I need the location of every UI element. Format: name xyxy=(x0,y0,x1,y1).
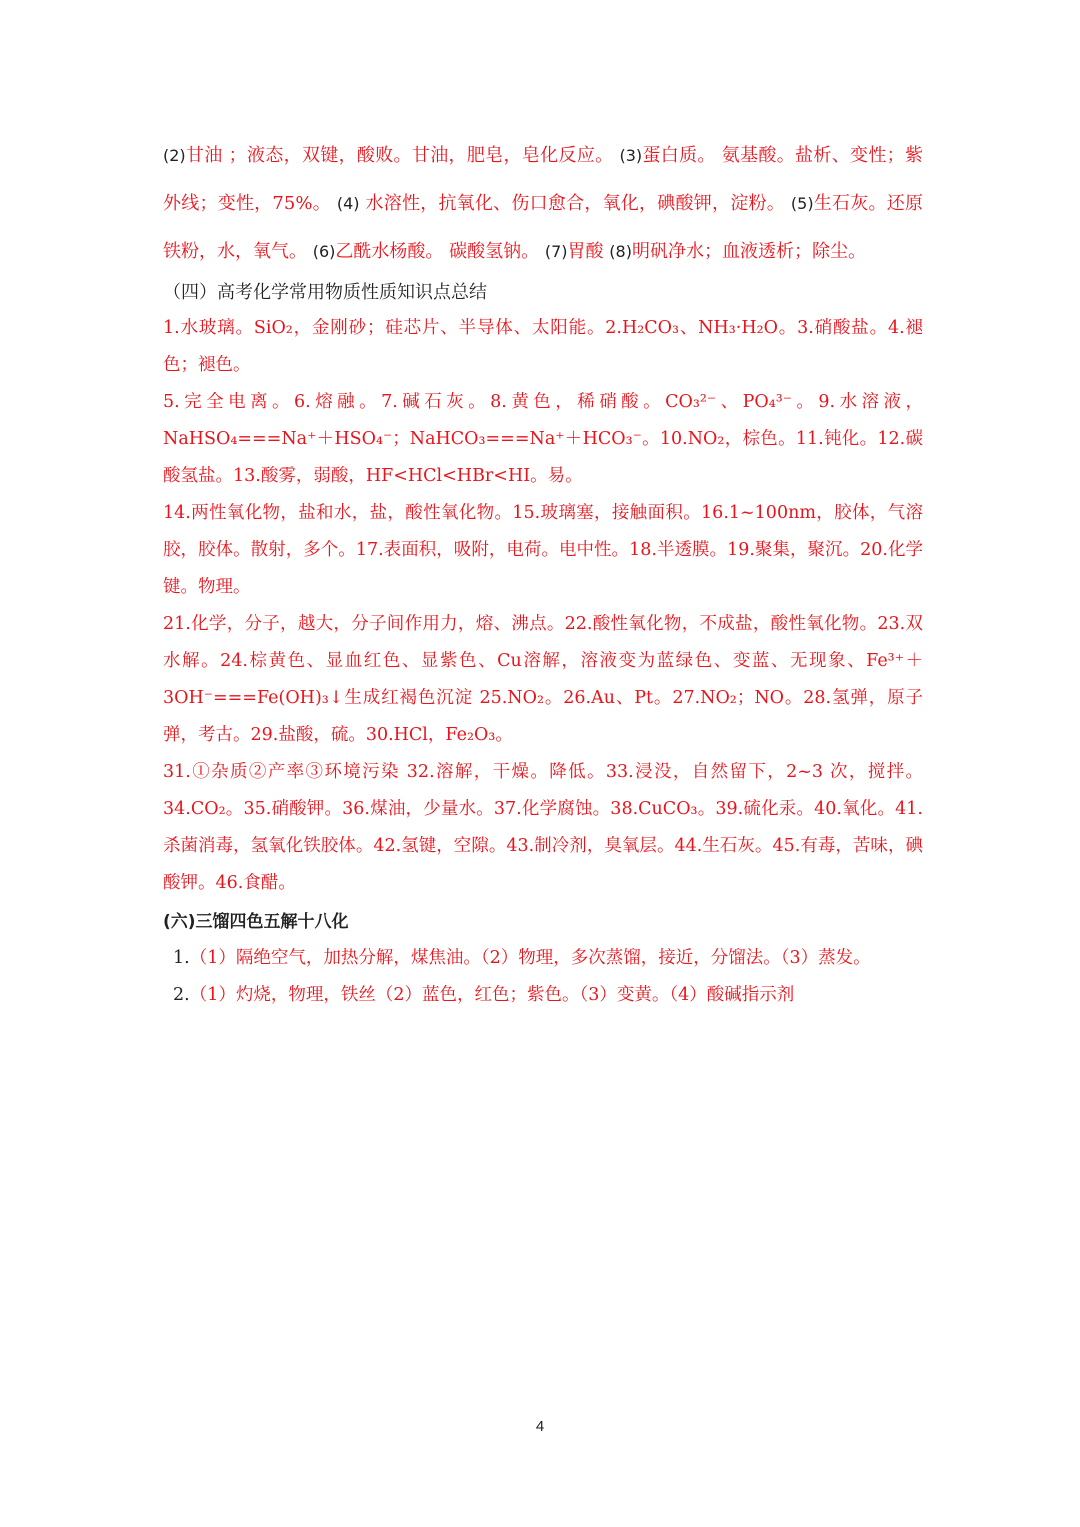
item-label: (2) xyxy=(163,146,186,165)
answer-text: 胃酸 xyxy=(567,241,610,262)
item-label: (4) xyxy=(336,194,360,213)
answer-text: 生石灰。还原铁粉，水，氧气。 xyxy=(163,193,923,262)
item-label: (6) xyxy=(312,242,336,261)
answer-paragraph: 14.两性氧化物，盐和水，盐，酸性氧化物。15.玻璃塞，接触面积。16.1~100nm，胶体，气溶胶，胶体。散射，多个。17.表面积，吸附，电荷。电中性。18.半透膜。19.聚集，聚沉。20.化学键。物理。 xyxy=(163,503,923,597)
answer-text: 明矾净水；血液透析；除尘。 xyxy=(631,241,866,262)
page-number: 4 xyxy=(535,1418,545,1435)
item-label: (8) xyxy=(609,242,632,261)
answer-paragraph: 21.化学，分子，越大，分子间作用力，熔、沸点。22.酸性氧化物，不成盐，酸性氧化物。23.双水解。24.棕黄色、显血红色、显紫色、Cu溶解，溶液变为蓝绿色、变蓝、无现象、Fe³⁺＋3OH⁻===Fe(OH)₃↓生成红褐色沉淀 25.NO₂。26.Au、Pt。27.NO₂；NO。28.氢弹，原子弹，考古。29.盐酸，硫。30.HCl，Fe₂O₃。 xyxy=(163,614,923,745)
answer-line xyxy=(163,940,923,977)
item-label: (5) xyxy=(790,194,814,213)
answer-text: 乙酰水杨酸。 碳酸氢钠。 xyxy=(335,241,540,262)
answer-paragraph: 1.水玻璃。SiO₂，金刚砂；硅芯片、半导体、太阳能。2.H₂CO₃、NH₃·H₂O。3.硝酸盐。4.褪色；褪色。 xyxy=(163,318,923,375)
section-6-heading: (六)三馏四色五解十八化 xyxy=(163,912,349,932)
answer-text: （1）隔绝空气，加热分解，煤焦油。（2）物理，多次蒸馏，接近，分馏法。（3）蒸发。 xyxy=(189,948,871,968)
answer-block-3 xyxy=(163,132,923,276)
section-6-answers xyxy=(163,940,923,1014)
item-number: 2. xyxy=(173,985,190,1005)
answer-text: （1）灼烧，物理，铁丝（2）蓝色，红色；紫色。（3）变黄。（4）酸碱指示剂 xyxy=(189,985,795,1005)
item-label: (7) xyxy=(544,242,568,261)
answer-line xyxy=(163,977,923,1014)
answer-paragraph: 31.①杂质②产率③环境污染 32.溶解，干燥。降低。33.浸没，自然留下，2~3 次，搅拌。34.CO₂。35.硝酸钾。36.煤油，少量水。37.化学腐蚀。38.CuCO₃。39.硫化汞。40.氧化。41.杀菌消毒，氢氧化铁胶体。42.氢键，空隙。43.制冷剂，臭氧层。44.生石灰。45.有毒，苦味，碘酸钾。46.食醋。 xyxy=(163,762,923,893)
page-content xyxy=(163,132,923,1014)
section-4-heading: （四）高考化学常用物质性质知识点总结 xyxy=(163,282,487,303)
answer-paragraph: 5.完全电离。6.熔融。7.碱石灰。8.黄色，稀硝酸。CO₃²⁻、PO₄³⁻。9.水溶液，NaHSO₄===Na⁺＋HSO₄⁻；NaHCO₃===Na⁺＋HCO₃⁻。10.NO₂，棕色。11.钝化。12.碳酸氢盐。13.酸雾，弱酸，HF<HCl<HBr<HI。易。 xyxy=(163,392,923,486)
section-4-answers xyxy=(163,310,923,902)
item-number: 1. xyxy=(173,948,190,968)
answer-text: 甘油 ；液态，双键，酸败。甘油，肥皂，皂化反应。 xyxy=(185,145,614,166)
item-label: (3) xyxy=(619,146,643,165)
answer-text: 水溶性，抗氧化、伤口愈合，氧化，碘酸钾，淀粉。 xyxy=(359,193,785,214)
answer-text: 蛋白质。 氨基酸。盐析、变性；紫外线；变性，75%。 xyxy=(163,145,923,214)
